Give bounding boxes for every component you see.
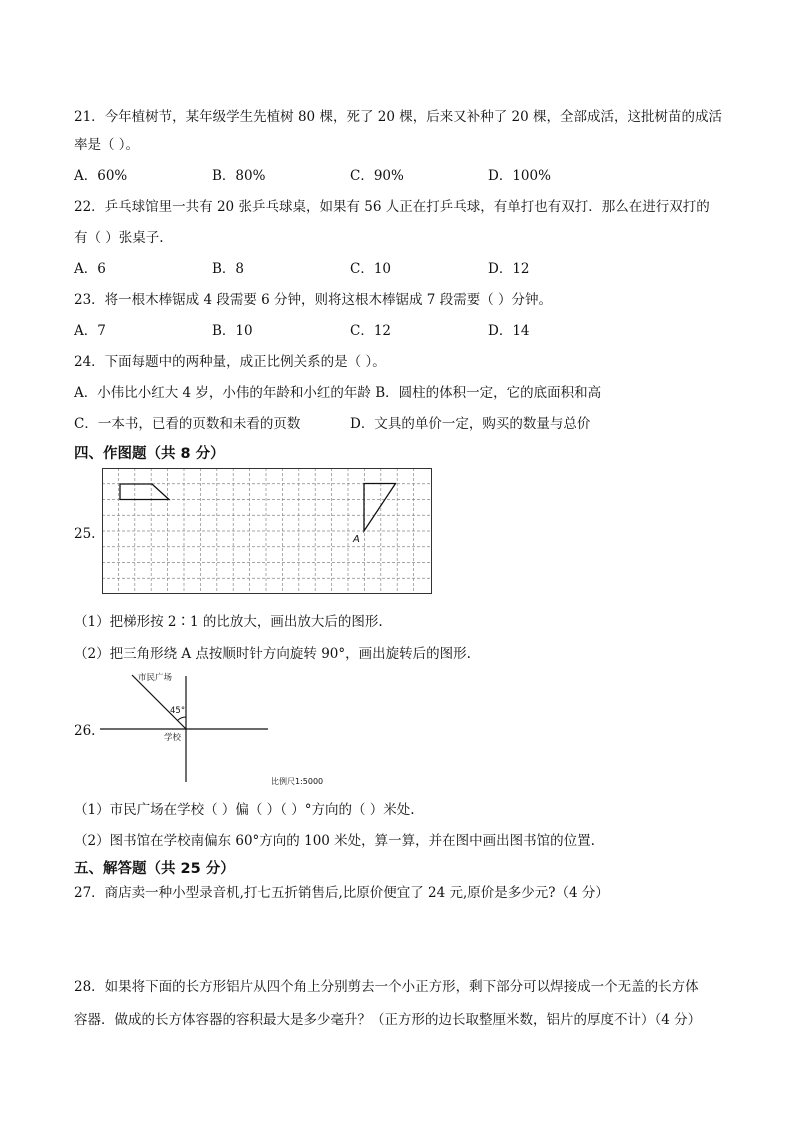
q21-option-a: A．60% xyxy=(74,168,128,184)
q24-option-d: D．文具的单价一定，购买的数量与总价 xyxy=(350,416,591,432)
q23-option-b: B．10 xyxy=(212,323,253,339)
q22-stem-line1: 22．乒乓球馆里一共有 20 张乒乓球桌，如果有 56 人正在打乒乓球，有单打也有双打．那么在进行双打的 xyxy=(74,199,710,215)
q21-stem-line2: 率是（ ）。 xyxy=(74,137,140,153)
q25-grid-figure xyxy=(102,468,432,594)
square-label: 市民广场 xyxy=(138,673,173,683)
q22-stem-line2: 有（ ）张桌子. xyxy=(74,230,164,246)
school-label: 学校 xyxy=(164,733,182,743)
angle-label: 45° xyxy=(170,706,186,716)
q26-direction-figure xyxy=(100,668,350,788)
direction-ray xyxy=(132,675,186,729)
point-a-label: A xyxy=(353,534,360,545)
q28-stem-line1: 28．如果将下面的长方形铝片从四个角上分别剪去一个小正方形，剩下部分可以焊接成一个无盖的长方体 xyxy=(74,979,699,995)
q25-sub1: （1）把梯形按 2∶1 的比放大，画出放大后的图形. xyxy=(74,614,383,630)
q22-option-d: D．12 xyxy=(488,261,530,277)
q21-option-d: D．100% xyxy=(488,168,551,184)
q21-stem-line1: 21．今年植树节，某年级学生先植树 80 棵，死了 20 棵，后来又补种了 20 棵，全部成活，这批树苗的成活 xyxy=(74,109,722,125)
q26-sub1: （1）市民广场在学校（ ）偏（ ）（ ）°方向的（ ）米处. xyxy=(74,802,415,818)
q21-option-b: B．80% xyxy=(212,168,266,184)
q22-option-b: B．8 xyxy=(212,261,245,277)
q22-option-a: A．6 xyxy=(74,261,106,277)
q23-option-a: A．7 xyxy=(74,323,106,339)
section-4-heading: 四、作图题（共 8 分） xyxy=(74,446,225,462)
trapezoid-shape xyxy=(120,484,169,500)
q25-number: 25. xyxy=(74,526,96,542)
q24-stem: 24．下面每题中的两种量，成正比例关系的是（ ）。 xyxy=(74,354,386,370)
q25-sub2: （2）把三角形绕 A 点按顺时针方向旋转 90°，画出旋转后的图形. xyxy=(74,646,471,662)
q24-options-a-b: A．小伟比小红大 4 岁，小伟的年龄和小红的年龄 B．圆柱的体积一定，它的底面积和高 xyxy=(74,385,602,401)
grid-lines xyxy=(102,468,432,594)
q24-option-c: C．一本书，已看的页数和未看的页数 xyxy=(74,416,301,432)
q23-option-d: D．14 xyxy=(488,323,530,339)
q23-stem: 23．将一根木棒锯成 4 段需要 6 分钟，则将这根木棒锯成 7 段需要（ ）分钟。 xyxy=(74,292,552,308)
triangle-shape xyxy=(364,484,396,532)
q23-option-c: C．12 xyxy=(350,323,392,339)
section-5-heading: 五、解答题（共 25 分） xyxy=(74,861,235,877)
q28-stem-line2: 容器．做成的长方体容器的容积最大是多少毫升？（正方形的边长取整厘米数，铝片的厚度不计）（4 分） xyxy=(74,1012,702,1028)
q21-option-c: C．90% xyxy=(350,168,404,184)
q26-number: 26. xyxy=(74,723,96,739)
scale-label: 比例尺1:5000 xyxy=(271,777,324,786)
q22-option-c: C．10 xyxy=(350,261,392,277)
q27-stem: 27．商店卖一种小型录音机,打七五折销售后,比原价便宜了 24 元,原价是多少元?（4 分） xyxy=(74,885,609,901)
q26-sub2: （2）图书馆在学校南偏东 60°方向的 100 米处，算一算，并在图中画出图书馆的位置. xyxy=(74,833,595,849)
angle-arc xyxy=(178,717,187,721)
